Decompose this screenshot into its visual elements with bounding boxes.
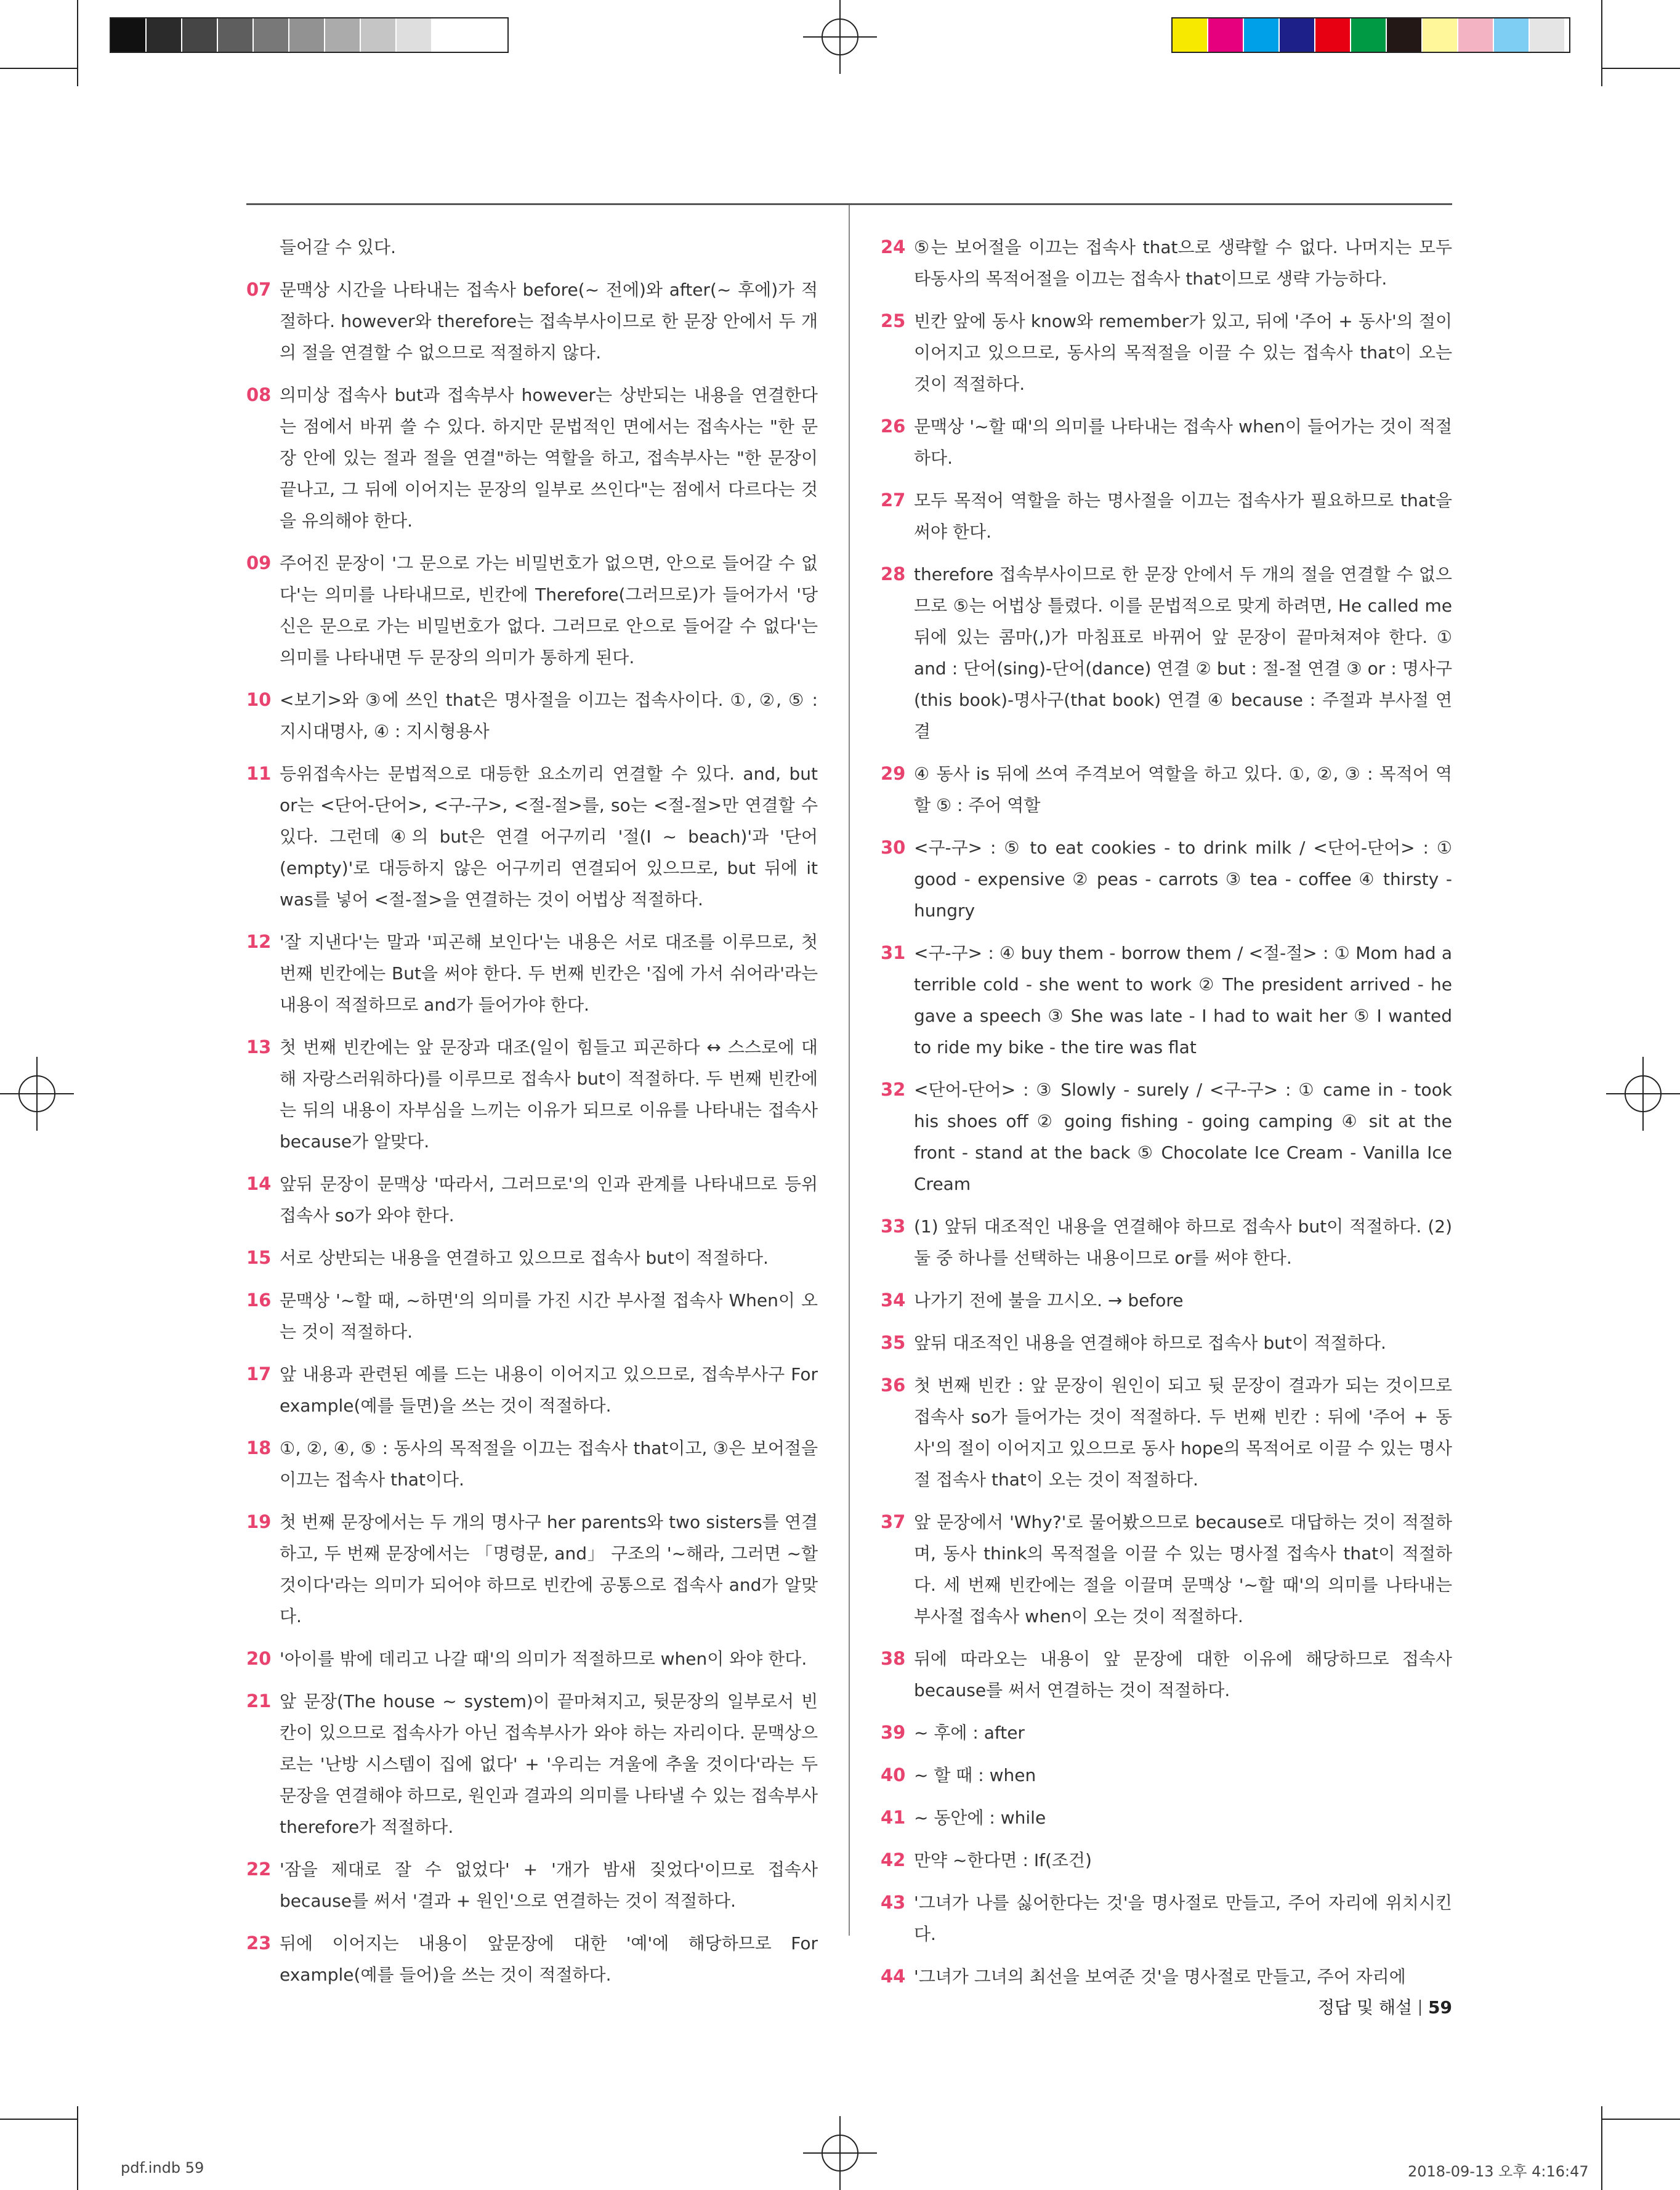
item-explanation: 첫 번째 빈칸 : 앞 문장이 원인이 되고 뒷 문장이 결과가 되는 것이므로 접속사 so가 들어가는 것이 적절하다. 두 번째 빈칸 : 뒤에 '주어 + 동사'의 절이 이어지고 있으므로 동사 hope의 목적어로 이끌 수 있는 명사절 접속사 that이 오는 것이 적절하다.	[914, 1375, 1452, 1490]
color-swatch	[432, 18, 468, 52]
item-number: 38	[881, 1648, 906, 1669]
item-explanation: 문맥상 '~할 때, ~하면'의 의미를 가진 시간 부사절 접속사 When이 오는 것이 적절하다.	[280, 1290, 818, 1342]
item-explanation: '아이를 밖에 데리고 나갈 때'의 의미가 적절하므로 when이 와야 한다.	[280, 1649, 807, 1669]
color-swatch	[361, 18, 397, 52]
answer-item	[881, 1961, 1452, 1992]
footer-separator	[1420, 2000, 1421, 2016]
item-number: 11	[246, 763, 272, 784]
color-swatch	[325, 18, 361, 52]
item-number: 41	[881, 1807, 906, 1828]
item-number: 18	[246, 1437, 272, 1458]
item-explanation: 앞 문장에서 'Why?'로 물어봤으므로 because로 대답하는 것이 적절하며, 동사 think의 목적절을 이끌 수 있는 명사절 접속사 that이 적절하다. 세 번째 빈칸에는 절을 이끌며 문맥상 '~할 때'의 의미를 나타내는 부사절 접속사 when이 오는 것이 적절하다.	[914, 1512, 1452, 1626]
color-swatch	[1351, 18, 1387, 52]
item-explanation: 문맥상 '~할 때'의 의미를 나타내는 접속사 when이 들어가는 것이 적절하다.	[914, 416, 1452, 468]
item-explanation: ⑤는 보어절을 이끄는 접속사 that으로 생략할 수 없다. 나머지는 모두 타동사의 목적어절을 이끄는 접속사 that이므로 생략 가능하다.	[914, 237, 1452, 289]
color-swatch	[1387, 18, 1423, 52]
item-number: 26	[881, 416, 906, 437]
color-swatch	[218, 18, 254, 52]
item-number: 09	[246, 552, 272, 573]
item-explanation: 앞 문장(The house ~ system)이 끝마쳐지고, 뒷문장의 일부로서 빈칸이 있으므로 접속사가 아닌 접속부사가 와야 하는 자리이다. 문맥상으로는 '난방 시스템이 집에 없다' + '우리는 겨울에 추울 것이다'라는 두 문장을 연결해야 하므로, 원인과 결과의 의미를 나타낼 수 있는 접속부사 therefore가 적절하다.	[280, 1691, 818, 1837]
answer-list-left	[246, 274, 818, 1990]
continued-text: 들어갈 수 있다.	[280, 237, 396, 257]
answer-item	[881, 1760, 1452, 1791]
item-number: 14	[246, 1173, 272, 1194]
crop-mark	[1602, 2119, 1680, 2120]
item-number: 25	[881, 310, 906, 331]
color-swatch	[1280, 18, 1315, 52]
item-number: 40	[881, 1764, 906, 1785]
color-swatch	[182, 18, 218, 52]
answer-item	[881, 832, 1452, 926]
item-explanation: ~ 후에 : after	[914, 1723, 1025, 1743]
item-number: 23	[246, 1933, 272, 1954]
item-explanation: '잘 지낸다'는 말과 '피곤해 보인다'는 내용은 서로 대조를 이루므로, 첫 번째 빈칸에는 But을 써야 한다. 두 번째 빈칸은 '집에 가서 쉬어라'라는 내용이 적절하므로 and가 들어가야 한다.	[280, 932, 818, 1015]
item-explanation: 서로 상반되는 내용을 연결하고 있으므로 접속사 but이 적절하다.	[280, 1248, 769, 1268]
answer-item	[881, 305, 1452, 400]
item-number: 24	[881, 236, 906, 257]
item-explanation: 주어진 문장이 '그 문으로 가는 비밀번호가 없으면, 안으로 들어갈 수 없다'는 의미를 나타내므로, 빈칸에 Therefore(그러므로)가 들어가서 '당신은 문으로 가는 비밀번호가 없다. 그러므로 안으로 들어갈 수 없다'는 의미를 나타내면 두 문장의 의미가 통하게 된다.	[280, 553, 818, 668]
answer-item	[246, 1168, 818, 1231]
item-explanation: <보기>와 ③에 쓰인 that은 명사절을 이끄는 접속사이다. ①, ②, ⑤ : 지시대명사, ④ : 지시형용사	[280, 690, 818, 741]
print-slug-timestamp: 2018-09-13 오후 4:16:47	[1408, 2163, 1589, 2180]
item-number: 20	[246, 1648, 272, 1669]
color-swatch	[397, 18, 432, 52]
print-slug-file: pdf.indb 59	[121, 2159, 204, 2176]
color-swatch	[1244, 18, 1280, 52]
item-number: 29	[881, 763, 906, 784]
item-number: 12	[246, 931, 272, 952]
item-number: 13	[246, 1036, 272, 1057]
item-explanation: 앞 내용과 관련된 예를 드는 내용이 이어지고 있으므로, 접속부사구 For example(예를 들면)을 쓰는 것이 적절하다.	[280, 1364, 818, 1416]
item-explanation: 등위접속사는 문법적으로 대등한 요소끼리 연결할 수 있다. and, but or는 <단어-단어>, <구-구>, <절-절>를, so는 <절-절>만 연결할 수 있다. 그런데 ④의 but은 연결 어구끼리 '절(I ~ beach)'과 '단어(empty)'로 대등하지 않은 어구끼리 연결되어 있으므로, but 뒤에 it was를 넣어 <절-절>을 연결하는 것이 어법상 적절하다.	[280, 764, 818, 910]
item-explanation: ~ 동안에 : while	[914, 1808, 1046, 1828]
right-column	[881, 232, 1452, 2003]
answer-item	[881, 1887, 1452, 1950]
left-column	[246, 232, 818, 2002]
registration-mark-bottom	[803, 2116, 877, 2190]
crop-mark	[77, 2106, 78, 2190]
color-swatch	[111, 18, 147, 52]
answer-item	[246, 1032, 818, 1157]
registration-mark-top	[803, 0, 877, 74]
answer-item	[246, 1506, 818, 1632]
item-number: 35	[881, 1332, 906, 1353]
process-color-bar	[1171, 17, 1570, 53]
item-number: 17	[246, 1364, 272, 1384]
item-number: 19	[246, 1511, 272, 1532]
answer-item	[881, 758, 1452, 821]
crop-mark	[0, 68, 77, 69]
answer-item	[881, 1802, 1452, 1833]
item-explanation: <단어-단어> : ③ Slowly - surely / <구-구> : ① came in - took his shoes off ② going fishing - going camping ④ sit at the front - stand at the back ⑤ Chocolate Ice Cream - Vanilla Ice Cream	[914, 1080, 1452, 1194]
item-explanation: 문맥상 시간을 나타내는 접속사 before(~ 전에)와 after(~ 후에)가 적절하다. however와 therefore는 접속부사이므로 한 문장 안에서 두 개의 절을 연결할 수 없으므로 적절하지 않다.	[280, 280, 818, 363]
crop-mark	[77, 0, 78, 86]
item-explanation: therefore 접속부사이므로 한 문장 안에서 두 개의 절을 연결할 수 없으므로 ⑤는 어법상 틀렸다. 이를 문법적으로 맞게 하려면, He called me 뒤에 있는 콤마(,)가 마침표로 바뀌어 앞 문장이 끝마쳐져야 한다. ① and : 단어(sing)-단어(dance) 연결 ② but : 절-절 연결 ③ or : 명사구(this book)-명사구(that book) 연결 ④ because : 주절과 부사절 연결	[914, 564, 1452, 741]
answer-item	[246, 1359, 818, 1421]
item-number: 44	[881, 1966, 906, 1987]
item-explanation: 앞뒤 대조적인 내용을 연결해야 하므로 접속사 but이 적절하다.	[914, 1333, 1386, 1353]
item-number: 16	[246, 1290, 272, 1311]
item-number: 39	[881, 1722, 906, 1743]
item-explanation: <구-구> : ⑤ to eat cookies - to drink milk / <단어-단어> : ① good - expensive ② peas - carrots ③ tea - coffee ④ thirsty - hungry	[914, 838, 1452, 921]
answer-item	[881, 559, 1452, 747]
item-number: 37	[881, 1511, 906, 1532]
color-swatch	[1315, 18, 1351, 52]
answer-item	[881, 1074, 1452, 1200]
column-divider	[849, 205, 850, 1936]
item-number: 33	[881, 1216, 906, 1237]
answer-item	[881, 1370, 1452, 1495]
item-number: 27	[881, 490, 906, 511]
answer-item	[881, 1285, 1452, 1316]
item-explanation: '그녀가 그녀의 최선을 보여준 것'을 명사절로 만들고, 주어 자리에	[914, 1966, 1406, 1987]
item-explanation: ~ 할 때 : when	[914, 1765, 1036, 1785]
answer-item	[246, 379, 818, 536]
page-number: 59	[1428, 1997, 1453, 2018]
answer-item	[246, 1686, 818, 1843]
grayscale-color-bar	[110, 17, 509, 53]
item-number: 36	[881, 1375, 906, 1396]
answer-item	[881, 1643, 1452, 1706]
registration-mark-left	[0, 1057, 74, 1131]
item-number: 43	[881, 1892, 906, 1913]
answer-item	[246, 1643, 818, 1675]
item-number: 28	[881, 564, 906, 584]
answer-item	[881, 1717, 1452, 1748]
item-explanation: 뒤에 따라오는 내용이 앞 문장에 대한 이유에 해당하므로 접속사 because를 써서 연결하는 것이 적절하다.	[914, 1649, 1452, 1700]
answer-item	[881, 1211, 1452, 1274]
answer-item	[246, 548, 818, 673]
color-swatch	[254, 18, 289, 52]
answer-item	[881, 1327, 1452, 1359]
answer-item	[246, 926, 818, 1020]
item-explanation: 뒤에 이어지는 내용이 앞문장에 대한 '예'에 해당하므로 For example(예를 들어)을 쓰는 것이 적절하다.	[280, 1933, 818, 1985]
color-swatch	[289, 18, 325, 52]
item-number: 08	[246, 384, 272, 405]
answer-item	[246, 274, 818, 368]
color-swatch	[1173, 18, 1208, 52]
answer-item	[881, 485, 1452, 548]
answer-item	[881, 232, 1452, 294]
item-explanation: ①, ②, ④, ⑤ : 동사의 목적절을 이끄는 접속사 that이고, ③은 보어절을 이끄는 접속사 that이다.	[280, 1438, 818, 1490]
item-explanation: '그녀가 나를 싫어한다는 것'을 명사절로 만들고, 주어 자리에 위치시킨다.	[914, 1893, 1452, 1944]
item-number: 15	[246, 1247, 272, 1268]
item-explanation: 첫 번째 문장에서는 두 개의 명사구 her parents와 two sisters를 연결하고, 두 번째 문장에서는 「명령문, and」 구조의 '~해라, 그러면 ~할 것이다'라는 의미가 되어야 하므로 빈칸에 공통으로 접속사 and가 알맞다.	[280, 1512, 818, 1626]
item-explanation: (1) 앞뒤 대조적인 내용을 연결해야 하므로 접속사 but이 적절하다. (2) 둘 중 하나를 선택하는 내용이므로 or를 써야 한다.	[914, 1216, 1452, 1268]
answer-item	[881, 411, 1452, 474]
answer-item	[881, 1845, 1452, 1876]
item-number: 07	[246, 279, 272, 300]
color-swatch	[1423, 18, 1458, 52]
color-swatch	[1530, 18, 1565, 52]
answer-item	[246, 1432, 818, 1495]
item-explanation: '잠을 제대로 잘 수 없었다' + '개가 밤새 짖었다'이므로 접속사 because를 써서 '결과 + 원인'으로 연결하는 것이 적절하다.	[280, 1859, 818, 1911]
answer-item	[246, 1854, 818, 1917]
item-number: 22	[246, 1859, 272, 1880]
color-swatch	[1208, 18, 1244, 52]
answer-item	[246, 684, 818, 747]
item-explanation: 의미상 접속사 but과 접속부사 however는 상반되는 내용을 연결한다는 점에서 바뀌 쓸 수 있다. 하지만 문법적인 면에서는 접속사는 "한 문장 안에 있는 절과 절을 연결"하는 역할을 하고, 접속부사는 "한 문장이 끝나고, 그 뒤에 이어지는 문장의 일부로 쓰인다"는 점에서 다르다는 것을 유의해야 한다.	[280, 385, 818, 531]
item-number: 10	[246, 689, 272, 710]
answer-item	[246, 758, 818, 915]
item-explanation: 앞뒤 문장이 문맥상 '따라서, 그러므로'의 인과 관계를 나타내므로 등위접속사 so가 와야 한다.	[280, 1174, 818, 1226]
item-explanation: <구-구> : ④ buy them - borrow them / <절-절> : ① Mom had a terrible cold - she went to work ② The president arrived - he gave a speech ③ She was late - I had to wait her ⑤ I wanted to ride my bike - the tire was flat	[914, 943, 1452, 1057]
answer-list-right	[881, 232, 1452, 1992]
color-swatch	[1458, 18, 1494, 52]
footer-label: 정답 및 해설	[1318, 1997, 1413, 2018]
item-explanation: 만약 ~한다면 : If(조건)	[914, 1850, 1092, 1870]
item-explanation: 나가기 전에 불을 끄시오. → before	[914, 1290, 1184, 1311]
crop-mark	[1601, 0, 1602, 86]
answer-item	[246, 1242, 818, 1274]
item-explanation: ④ 동사 is 뒤에 쓰여 주격보어 역할을 하고 있다. ①, ②, ③ : 목적어 역할 ⑤ : 주어 역할	[914, 764, 1452, 815]
crop-mark	[1602, 68, 1680, 69]
crop-mark	[0, 2119, 77, 2120]
answer-item	[246, 1285, 818, 1348]
item-explanation: 첫 번째 빈칸에는 앞 문장과 대조(일이 힘들고 피곤하다 ↔ 스스로에 대해 자랑스러워하다)를 이루므로 접속사 but이 적절하다. 두 번째 빈칸에는 뒤의 내용이 자부심을 느끼는 이유가 되므로 이유를 나타내는 접속사 because가 알맞다.	[280, 1037, 818, 1152]
registration-mark-right	[1606, 1057, 1680, 1131]
answer-item	[881, 1506, 1452, 1632]
item-number: 31	[881, 942, 906, 963]
item-number: 32	[881, 1079, 906, 1100]
answer-item	[881, 937, 1452, 1063]
item-number: 30	[881, 837, 906, 858]
page-footer	[1318, 1994, 1452, 2019]
item-explanation: 빈칸 앞에 동사 know와 remember가 있고, 뒤에 '주어 + 동사'의 절이 이어지고 있으므로, 동사의 목적절을 이끌 수 있는 접속사 that이 오는 것이 적절하다.	[914, 311, 1453, 394]
item-number: 34	[881, 1290, 906, 1311]
answer-item	[246, 1928, 818, 1990]
item-number: 42	[881, 1849, 906, 1870]
item-number: 21	[246, 1691, 272, 1711]
color-swatch	[147, 18, 182, 52]
item-explanation: 모두 목적어 역할을 하는 명사절을 이끄는 접속사가 필요하므로 that을 써야 한다.	[914, 490, 1452, 542]
color-swatch	[1494, 18, 1530, 52]
